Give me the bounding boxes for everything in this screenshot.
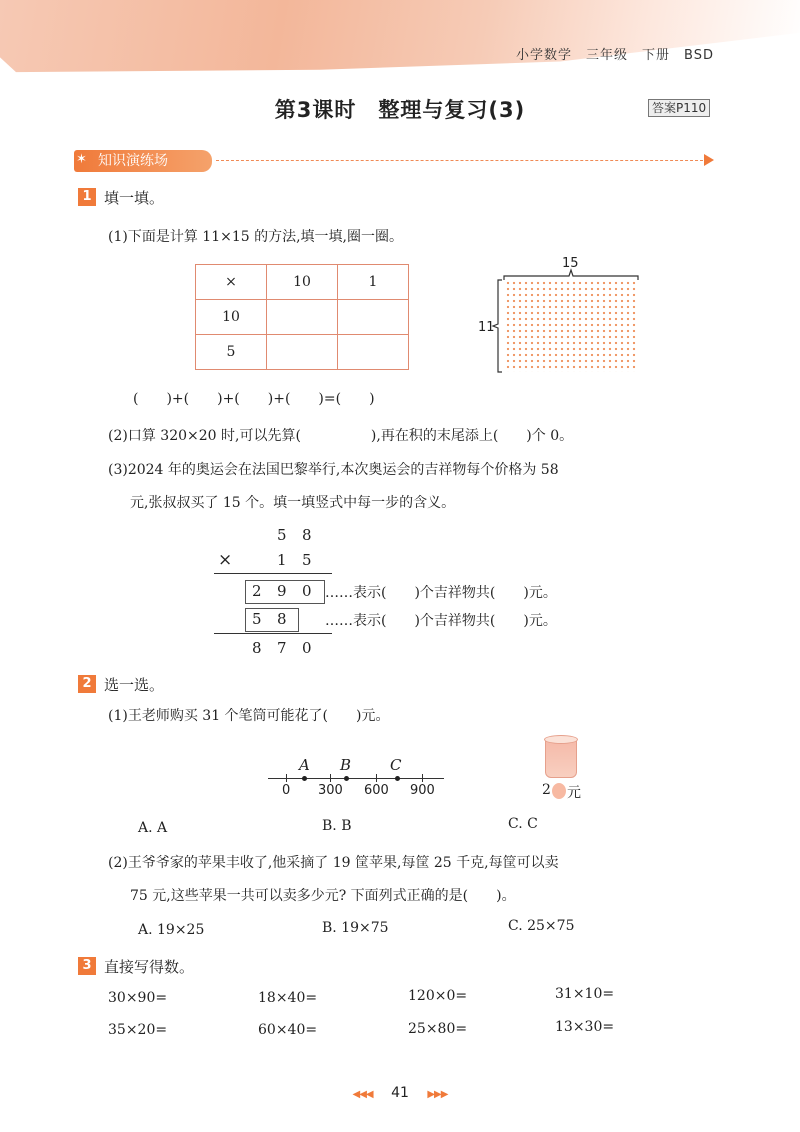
- dots-left-brace: [490, 278, 504, 374]
- vert-r3-d1: 2: [252, 582, 262, 600]
- option-a[interactable]: A. 19×25: [138, 922, 205, 938]
- point-c-label: C: [390, 756, 402, 774]
- calc-item: 30×90=: [108, 990, 168, 1006]
- calc-item: 60×40=: [258, 1022, 318, 1038]
- number-line-label-0: 0: [282, 783, 291, 798]
- q1-part3-line1: (3)2024 年的奥运会在法国巴黎举行,本次奥运会的吉祥物每个价格为 58: [108, 462, 559, 478]
- number-line-label-900: 900: [410, 783, 435, 798]
- table-head-10: 10: [267, 265, 338, 300]
- calc-item: 13×30=: [555, 1019, 615, 1035]
- table-row-head-5: 5: [196, 335, 267, 370]
- calc-item: 35×20=: [108, 1022, 168, 1038]
- vert-note-2: ……表示( )个吉祥物共( )元。: [325, 613, 557, 629]
- section-arrow-icon: [704, 154, 714, 166]
- question-number-3: 3: [78, 957, 96, 975]
- vert-r4-d2: 8: [277, 610, 287, 628]
- table-cell-input[interactable]: [338, 300, 409, 335]
- q1-expression: ( )+( )+( )+( )=( ): [133, 391, 375, 407]
- table-cell-input[interactable]: [267, 335, 338, 370]
- pen-holder-image: [545, 738, 577, 778]
- number-line-tick: [422, 774, 423, 782]
- vert-line-2: [214, 633, 332, 634]
- section-label: 知识演练场: [98, 153, 168, 169]
- number-line-tick: [330, 774, 331, 782]
- vert-r1-d1: 5: [277, 526, 287, 544]
- question-number-1: 1: [78, 188, 96, 206]
- calc-item: 25×80=: [408, 1021, 468, 1037]
- header-band: [0, 0, 800, 82]
- q1-part1-text: (1)下面是计算 11×15 的方法,填一填,圈一圈。: [108, 229, 403, 245]
- prev-arrows-icon: ◀◀◀: [352, 1089, 373, 1100]
- option-c[interactable]: C. 25×75: [508, 918, 575, 934]
- question-3-title: 直接写得数。: [104, 958, 195, 976]
- price-smudge: [552, 783, 566, 799]
- dots-left-label: 11: [478, 320, 495, 335]
- pen-holder-rim: [544, 735, 578, 744]
- vert-note-1: ……表示( )个吉祥物共( )元。: [325, 585, 557, 601]
- question-2-title: 选一选。: [104, 676, 165, 694]
- option-b[interactable]: B. 19×75: [322, 920, 389, 936]
- point-b-label: B: [340, 756, 352, 774]
- point-b: [344, 776, 349, 781]
- vert-r2-d2: 5: [302, 551, 312, 569]
- table-head-op: ×: [196, 265, 267, 300]
- section-icon: ✶: [76, 152, 87, 167]
- option-a[interactable]: A. A: [138, 820, 168, 836]
- point-c: [395, 776, 400, 781]
- vert-r3-d2: 9: [277, 582, 287, 600]
- question-1-title: 填一填。: [104, 189, 165, 207]
- q2-part1-text: (1)王老师购买 31 个笔筒可能花了( )元。: [108, 708, 390, 724]
- option-c[interactable]: C. C: [508, 816, 538, 832]
- q1-part3-line2: 元,张叔叔买了 15 个。填一填竖式中每一步的含义。: [130, 495, 456, 511]
- q1-part2-text: (2)口算 320×20 时,可以先算( ),再在积的末尾添上( )个 0。: [108, 428, 574, 444]
- q2-part2-line1: (2)王爷爷家的苹果丰收了,他采摘了 19 筐苹果,每筐 25 千克,每筐可以卖: [108, 855, 559, 871]
- table-head-1: 1: [338, 265, 409, 300]
- number-line-label-600: 600: [364, 783, 389, 798]
- number-line-label-300: 300: [318, 783, 343, 798]
- pen-holder-price: 2: [542, 782, 551, 798]
- pen-holder-price-unit: 元: [567, 785, 581, 801]
- vert-r3-d3: 0: [302, 582, 312, 600]
- vert-multiply-sign: ×: [218, 550, 233, 570]
- calc-item: 18×40=: [258, 990, 318, 1006]
- vert-r4-d1: 5: [252, 610, 262, 628]
- number-line: [268, 778, 444, 779]
- question-number-2: 2: [78, 675, 96, 693]
- multiplication-table: [195, 264, 409, 370]
- table-cell-input[interactable]: [267, 300, 338, 335]
- table-row-head-10: 10: [196, 300, 267, 335]
- dots-top-label: 15: [562, 256, 579, 271]
- page-title: 第3课时 整理与复习(3): [274, 98, 526, 122]
- vert-r2-d1: 1: [277, 551, 287, 569]
- answer-tag: 答案P110: [648, 99, 710, 117]
- number-line-tick: [376, 774, 377, 782]
- vert-line-1: [214, 573, 332, 574]
- header-text: 小学数学 三年级 下册 BSD: [516, 48, 714, 63]
- point-a-label: A: [299, 756, 310, 774]
- page-footer: [0, 1085, 800, 1101]
- page-number: 41: [391, 1085, 409, 1101]
- vert-r5-d1: 8: [252, 639, 262, 657]
- vert-r5-d3: 0: [302, 639, 312, 657]
- section-badge: [74, 150, 212, 172]
- dot-array: [505, 280, 637, 372]
- vert-r1-d2: 8: [302, 526, 312, 544]
- vert-r5-d2: 7: [277, 639, 287, 657]
- calc-item: 120×0=: [408, 988, 468, 1004]
- q2-part2-line2: 75 元,这些苹果一共可以卖多少元? 下面列式正确的是( )。: [130, 888, 516, 904]
- point-a: [302, 776, 307, 781]
- section-dash-line: [216, 160, 708, 161]
- calc-item: 31×10=: [555, 986, 615, 1002]
- next-arrows-icon: ▶▶▶: [427, 1089, 448, 1100]
- number-line-tick: [286, 774, 287, 782]
- table-cell-input[interactable]: [338, 335, 409, 370]
- option-b[interactable]: B. B: [322, 818, 352, 834]
